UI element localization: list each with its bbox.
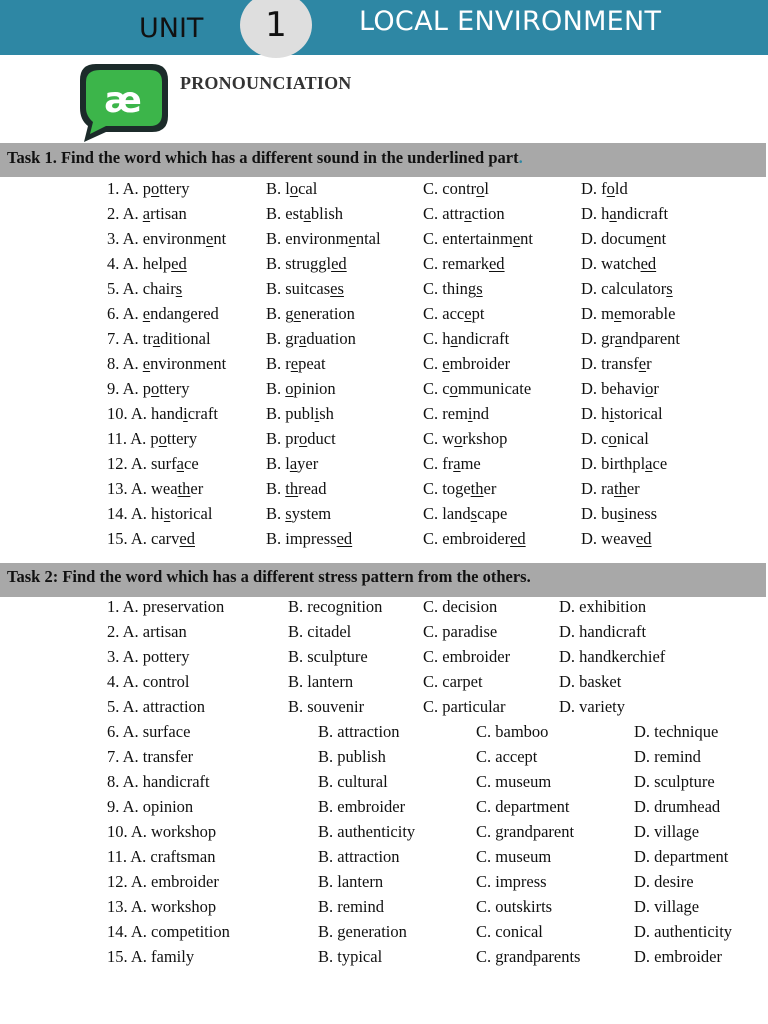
task2-option-b: B. souvenir <box>288 697 365 716</box>
task2-option-a: 12. A. embroider <box>107 872 219 891</box>
task1-option-c: C. remind <box>423 404 490 423</box>
task2-question-row <box>0 922 768 947</box>
task1-option-d: D. business <box>581 504 658 523</box>
speech-bubble-ae-icon <box>76 60 172 144</box>
task2-option-c: C. museum <box>476 847 552 866</box>
task2-option-c: C. department <box>476 797 570 816</box>
section-title: PRONOUNCIATION <box>180 73 352 93</box>
underlined-part: e <box>348 229 356 248</box>
underlined-part: th <box>285 479 299 498</box>
task1-option-a: 4. A. helped <box>107 254 187 273</box>
underlined-part: s <box>476 279 483 298</box>
task2-question-row <box>0 647 768 672</box>
underlined-part: s <box>163 504 171 523</box>
task2-option-b: B. attraction <box>318 722 400 741</box>
underlined-part: i <box>467 404 473 423</box>
underlined-part: ed <box>488 254 505 273</box>
underlined-part: e <box>206 229 214 248</box>
task1-option-a: 3. A. environment <box>107 229 227 248</box>
task1-question-row <box>0 479 768 504</box>
task1-option-b: B. graduation <box>266 329 356 348</box>
task1-option-c: C. attraction <box>423 204 505 223</box>
task1-option-c: C. communicate <box>423 379 532 398</box>
task2-option-d: D. embroider <box>634 947 722 966</box>
task2-question-row <box>0 672 768 697</box>
task2-option-d: D. drumhead <box>634 797 721 816</box>
underlined-part: th <box>177 479 191 498</box>
task1-option-a: 13. A. weather <box>107 479 204 498</box>
task2-option-a: 1. A. preservation <box>107 597 225 616</box>
task2-option-d: D. technique <box>634 722 719 741</box>
underlined-part: a <box>152 329 161 348</box>
task1-option-c: C. together <box>423 479 497 498</box>
task2-option-b: B. sculpture <box>288 647 368 666</box>
task1-option-b: B. publish <box>266 404 334 423</box>
underlined-part: a <box>142 204 151 223</box>
task2-option-d: D. handicraft <box>559 622 647 641</box>
task2-option-d: D. department <box>634 847 729 866</box>
task2-option-d: D. remind <box>634 747 701 766</box>
task1-option-b: B. suitcases <box>266 279 344 298</box>
task1-question-row <box>0 429 768 454</box>
task2-option-a: 10. A. workshop <box>107 822 217 841</box>
task1-option-d: D. historical <box>581 404 663 423</box>
task2-option-b: B. cultural <box>318 772 388 791</box>
task1-option-b: B. repeat <box>266 354 326 373</box>
underlined-part: o <box>606 179 615 198</box>
task2-option-c: C. outskirts <box>476 897 553 916</box>
task1-option-c: C. accept <box>423 304 485 323</box>
task1-option-a: 15. A. carved <box>107 529 195 548</box>
task1-option-d: D. transfer <box>581 354 652 373</box>
task2-question-row <box>0 722 768 747</box>
task2-option-c: C. carpet <box>423 672 483 691</box>
task1-question-row <box>0 354 768 379</box>
task1-option-a: 10. A. handicraft <box>107 404 218 423</box>
task2-option-b: B. authenticity <box>318 822 416 841</box>
underlined-part: o <box>608 429 617 448</box>
task1-question-row <box>0 229 768 254</box>
task2-option-c: C. paradise <box>423 622 498 641</box>
task1-option-b: B. product <box>266 429 336 448</box>
task2-question-row <box>0 897 768 922</box>
task1-question-row <box>0 254 768 279</box>
underlined-part: i <box>183 404 188 423</box>
underlined-part: e <box>512 229 521 248</box>
task2-option-b: B. citadel <box>288 622 352 641</box>
underlined-part: ed <box>171 254 187 273</box>
underlined-part: a <box>645 454 653 473</box>
task2-option-a: 8. A. handicraft <box>107 772 210 791</box>
task2-option-d: D. handkerchief <box>559 647 666 666</box>
task2-option-a: 15. A. family <box>107 947 195 966</box>
task2-question-row <box>0 822 768 847</box>
task2-option-a: 5. A. attraction <box>107 697 206 716</box>
task2-option-a: 13. A. workshop <box>107 897 217 916</box>
task1-option-d: D. memorable <box>581 304 676 323</box>
underlined-part: o <box>476 179 485 198</box>
task2-option-b: B. embroider <box>318 797 406 816</box>
underlined-part: ed <box>640 254 657 273</box>
task2-option-a: 9. A. opinion <box>107 797 194 816</box>
task2-option-d: D. basket <box>559 672 622 691</box>
task2-option-b: B. typical <box>318 947 383 966</box>
task2-option-a: 7. A. transfer <box>107 747 194 766</box>
task2-option-d: D. exhibition <box>559 597 647 616</box>
task2-option-d: D. authenticity <box>634 922 733 941</box>
task2-option-b: B. lantern <box>318 872 384 891</box>
task1-question-row <box>0 179 768 204</box>
task2-option-b: B. attraction <box>318 847 400 866</box>
task1-option-b: B. thread <box>266 479 327 498</box>
task1-option-d: D. watched <box>581 254 657 273</box>
task2-option-b: B. generation <box>318 922 407 941</box>
task2-question-row <box>0 747 768 772</box>
task1-question-row <box>0 204 768 229</box>
underlined-part: s <box>666 279 673 298</box>
underlined-part: s <box>617 504 625 523</box>
underlined-part: ed <box>336 529 353 548</box>
underlined-part: a <box>176 454 184 473</box>
underlined-part: a <box>453 454 461 473</box>
underlined-part: ed <box>510 529 526 548</box>
task1-option-b: B. establish <box>266 204 344 223</box>
underlined-part: e <box>293 304 301 323</box>
task1-option-c: C. control <box>423 179 490 198</box>
task2-option-a: 3. A. pottery <box>107 647 190 666</box>
task1-option-b: B. generation <box>266 304 355 323</box>
task2-option-a: 14. A. competition <box>107 922 230 941</box>
task1-option-a: 11. A. pottery <box>107 429 198 448</box>
underlined-part: a <box>289 454 298 473</box>
underlined-part: e <box>464 304 472 323</box>
task1-option-b: B. struggled <box>266 254 347 273</box>
task2-option-c: C. grandparents <box>476 947 581 966</box>
task1-option-d: D. rather <box>581 479 640 498</box>
task1-option-d: D. conical <box>581 429 649 448</box>
underlined-part: th <box>470 479 484 498</box>
task2-question-row <box>0 947 768 972</box>
underlined-part: o <box>645 379 654 398</box>
task1-option-d: D. weaved <box>581 529 652 548</box>
task1-option-a: 1. A. pottery <box>107 179 190 198</box>
underlined-part: o <box>285 379 294 398</box>
task2-option-b: B. recognition <box>288 597 383 616</box>
unit-number: 1 <box>265 5 287 45</box>
underlined-part: o <box>158 429 167 448</box>
task1-option-d: D. handicraft <box>581 204 669 223</box>
unit-label: UNIT <box>139 13 204 44</box>
task1-option-d: D. birthplace <box>581 454 668 473</box>
task1-option-a: 12. A. surface <box>107 454 199 473</box>
task1-option-b: B. opinion <box>266 379 336 398</box>
underlined-part: a <box>450 329 458 348</box>
task1-option-a: 14. A. historical <box>107 504 213 523</box>
underlined-part: ed <box>331 254 347 273</box>
task2-question-row <box>0 622 768 647</box>
underlined-part: th <box>613 479 627 498</box>
underlined-part: e <box>614 304 622 323</box>
task1-option-b: B. system <box>266 504 332 523</box>
task2-option-c: C. accept <box>476 747 538 766</box>
task2-option-c: C. particular <box>423 697 506 716</box>
underlined-part: a <box>303 204 311 223</box>
task1-option-b: B. environmental <box>266 229 381 248</box>
task1-option-d: D. fold <box>581 179 628 198</box>
unit-title: LOCAL ENVIRONMENT <box>359 6 662 37</box>
underlined-part: e <box>142 354 151 373</box>
task2-question-row <box>0 697 768 722</box>
task2-option-b: B. publish <box>318 747 386 766</box>
underlined-part: a <box>609 204 617 223</box>
task1-question-row <box>0 329 768 354</box>
task1-option-b: B. local <box>266 179 318 198</box>
task2-option-d: D. sculpture <box>634 772 715 791</box>
task1-option-a: 2. A. artisan <box>107 204 187 223</box>
task1-question-row <box>0 404 768 429</box>
task1-option-d: D. grandparent <box>581 329 680 348</box>
underlined-part: s <box>470 504 478 523</box>
underlined-part: o <box>289 179 299 198</box>
underlined-part: ed <box>635 529 652 548</box>
task1-option-c: C. embroider <box>423 354 511 373</box>
task1-option-a: 9. A. pottery <box>107 379 190 398</box>
task2-option-b: B. remind <box>318 897 384 916</box>
task2-option-c: C. museum <box>476 772 552 791</box>
task2-question-row <box>0 772 768 797</box>
underlined-part: e <box>142 304 151 323</box>
underlined-part: a <box>614 329 623 348</box>
underlined-part: s <box>285 504 292 523</box>
underlined-part: e <box>638 354 647 373</box>
underlined-part: i <box>609 404 615 423</box>
underlined-part: a <box>464 204 472 223</box>
underlined-part: e <box>442 354 450 373</box>
task2-option-c: C. grandparent <box>476 822 575 841</box>
task1-option-a: 6. A. endangered <box>107 304 219 323</box>
task1-option-d: D. calculators <box>581 279 673 298</box>
underlined-part: o <box>454 429 463 448</box>
task2-question-row <box>0 847 768 872</box>
task1-option-c: C. things <box>423 279 483 298</box>
task2-option-d: D. village <box>634 822 700 841</box>
task1-option-b: B. impressed <box>266 529 353 548</box>
task2-question-row <box>0 597 768 622</box>
task2-option-c: C. impress <box>476 872 547 891</box>
underlined-part: o <box>299 429 308 448</box>
task2-option-d: D. variety <box>559 697 625 716</box>
task1-option-c: C. embroidered <box>423 529 526 548</box>
unit-label-box <box>0 0 272 55</box>
task2-option-a: 6. A. surface <box>107 722 191 741</box>
task1-option-c: C. frame <box>423 454 481 473</box>
task1-option-d: D. behavior <box>581 379 659 398</box>
task1-question-row <box>0 529 768 554</box>
task2-option-b: B. lantern <box>288 672 354 691</box>
underlined-part: o <box>449 379 458 398</box>
task1-option-c: C. entertainment <box>423 229 533 248</box>
task1-option-a: 8. A. environment <box>107 354 227 373</box>
logo-symbol: æ <box>104 80 142 121</box>
underlined-part: es <box>330 279 344 298</box>
task1-option-a: 5. A. chairs <box>107 279 183 298</box>
task2-option-a: 4. A. control <box>107 672 190 691</box>
task1-option-c: C. workshop <box>423 429 508 448</box>
task1-option-c: C. remarked <box>423 254 505 273</box>
underlined-part: ed <box>179 529 195 548</box>
underlined-part: i <box>314 404 320 423</box>
task2-option-d: D. desire <box>634 872 694 891</box>
task1-question-row <box>0 454 768 479</box>
task2-option-a: 11. A. craftsman <box>107 847 216 866</box>
task2-option-c: C. bamboo <box>476 722 549 741</box>
task2-question-row <box>0 797 768 822</box>
underlined-part: s <box>175 279 183 298</box>
task1-option-b: B. layer <box>266 454 319 473</box>
task2-title: Task 2: Find the word which has a different stress pattern from the others. <box>7 567 531 586</box>
task1-question-row <box>0 504 768 529</box>
task2-question-row <box>0 872 768 897</box>
task1-option-c: C. landscape <box>423 504 508 523</box>
task2-option-c: C. decision <box>423 597 498 616</box>
task2-option-c: C. conical <box>476 922 543 941</box>
task1-question-row <box>0 304 768 329</box>
task1-question-row <box>0 379 768 404</box>
task2-option-d: D. village <box>634 897 700 916</box>
underlined-part: e <box>646 229 654 248</box>
task1-option-d: D. document <box>581 229 667 248</box>
underlined-part: a <box>299 329 307 348</box>
underlined-part: o <box>151 379 160 398</box>
task1-question-row <box>0 279 768 304</box>
task2-option-c: C. embroider <box>423 647 511 666</box>
task1-option-c: C. handicraft <box>423 329 510 348</box>
task2-option-a: 2. A. artisan <box>107 622 187 641</box>
task1-title: Task 1. Find the word which has a different sound in the underlined part. <box>7 148 523 167</box>
task1-option-a: 7. A. traditional <box>107 329 211 348</box>
underlined-part: e <box>290 354 299 373</box>
underlined-part: o <box>151 179 160 198</box>
